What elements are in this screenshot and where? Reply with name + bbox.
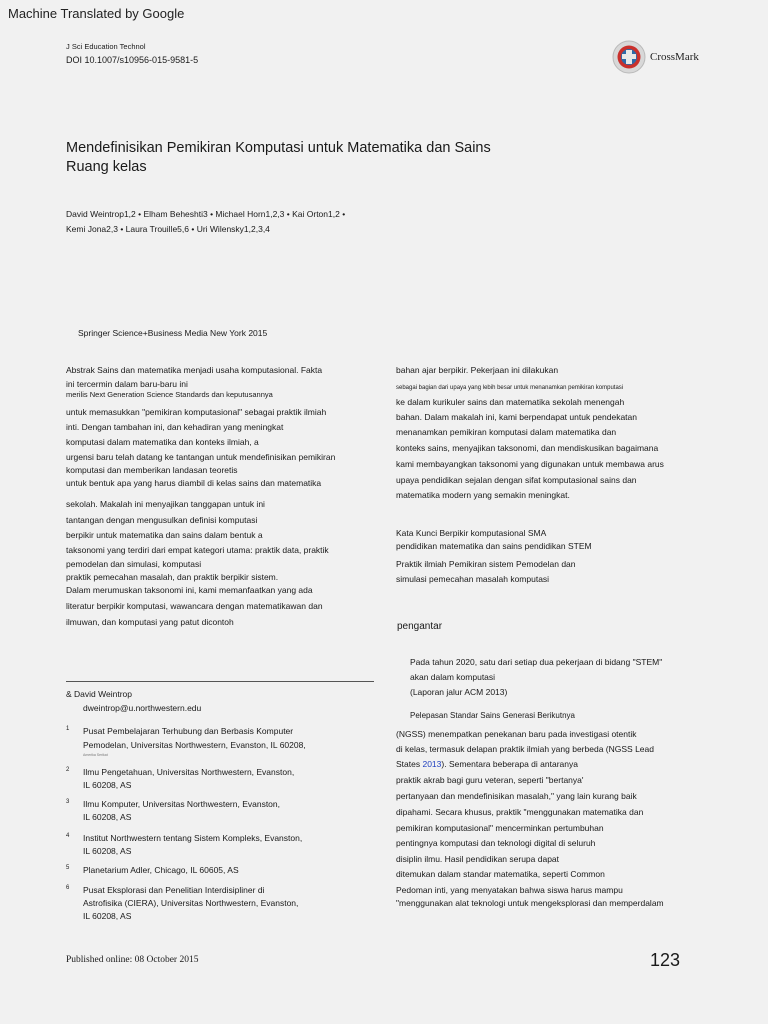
- abstract-line: inti. Dengan tambahan ini, dan kehadiran yang meningkat: [66, 422, 284, 432]
- affiliation-line: Planetarium Adler, Chicago, IL 60605, AS: [83, 865, 239, 875]
- citation-link-2013[interactable]: 2013: [422, 759, 442, 769]
- affiliation-note: Amerika Serikat: [83, 753, 108, 757]
- abstract-line: bahan. Dalam makalah ini, kami berpendapat untuk pendekatan: [396, 412, 637, 422]
- abstract-line: Dalam merumuskan taksonomi ini, kami memanfaatkan yang ada: [66, 585, 313, 595]
- abstract-line: komputasi dalam matematika dan konteks ilmiah, a: [66, 437, 259, 447]
- quote-line: akan dalam komputasi: [410, 672, 496, 682]
- affiliation-line: IL 60208, AS: [83, 846, 132, 856]
- title-line: Mendefinisikan Pemikiran Komputasi untuk Matematika dan Sains: [66, 140, 491, 156]
- paper-title: [66, 139, 546, 177]
- contact-email[interactable]: dweintrop@u.northwestern.edu: [83, 703, 202, 713]
- affiliation-line: Astrofisika (CIERA), Universitas Northwestern, Evanston,: [83, 898, 299, 908]
- abstract-line: matematika modern yang semakin meningkat.: [396, 490, 570, 500]
- abstract-line: merilis Next Generation Science Standards dan keputusannya: [66, 390, 273, 399]
- abstract-line: urgensi baru telah datang ke tantangan untuk mendefinisikan pemikiran: [66, 452, 336, 462]
- introduction-body: [396, 729, 664, 913]
- body-line: di kelas, termasuk delapan praktik ilmiah yang berbeda (NGSS Lead: [396, 744, 654, 754]
- affiliation-line: Ilmu Komputer, Universitas Northwestern, Evanston,: [83, 799, 280, 809]
- crossmark-badge[interactable]: [612, 40, 699, 74]
- crossmark-icon: [612, 40, 646, 74]
- title-line: Ruang kelas: [66, 159, 147, 175]
- body-line: (NGSS) menempatkan penekanan baru pada investigasi otentik: [396, 729, 637, 739]
- body-line: ditemukan dalam standar matematika, seperti Common: [396, 869, 605, 879]
- abstract-line: kami membayangkan taksonomi yang digunakan untuk membawa arus: [396, 459, 664, 469]
- abstract-line: komputasi dan memberikan landasan teoretis: [66, 465, 238, 475]
- page-number: 123: [650, 950, 681, 970]
- footnote-divider: [66, 681, 374, 682]
- abstract-line: untuk memasukkan "pemikiran komputasional" sebagai praktik ilmiah: [66, 407, 327, 417]
- affiliation-number: 6: [66, 885, 70, 891]
- abstract-line: literatur berpikir komputasi, wawancara dengan matematikawan dan: [66, 601, 323, 611]
- affiliation-number: 4: [66, 833, 70, 839]
- body-line: pemikiran komputasional" mencerminkan pertumbuhan: [396, 823, 604, 833]
- affiliations: [66, 726, 306, 921]
- affiliation-line: IL 60208, AS: [83, 911, 132, 921]
- quote-line: Pada tahun 2020, satu dari setiap dua pekerjaan di bidang "STEM": [410, 657, 663, 667]
- abstract-line: untuk bentuk apa yang harus diambil di kelas sains dan matematika: [66, 478, 322, 488]
- keywords-line: pendidikan matematika dan sains pendidikan STEM: [396, 541, 592, 551]
- abstract-line: menanamkan pemikiran komputasi dalam matematika dan: [396, 427, 617, 437]
- body-line: "menggunakan alat teknologi untuk mengeksplorasi dan memperdalam: [396, 898, 664, 908]
- abstract-continued: [396, 365, 664, 505]
- crossmark-label: CrossMark: [650, 51, 699, 63]
- affiliation-item: [66, 799, 306, 833]
- body-line: pentingnya komputasi dan teknologi digital di seluruh: [396, 838, 596, 848]
- affiliation-item: [66, 726, 306, 767]
- affiliation-item: [66, 865, 306, 885]
- body-line: pertanyaan dan mendefinisikan masalah," yang lain kurang baik: [396, 791, 637, 801]
- abstract-line: ke dalam kurikuler sains dan matematika sekolah menengah: [396, 397, 625, 407]
- abstract-line: sebagai bagian dari upaya yang lebih besar untuk menanamkan pemikiran komputasi: [396, 385, 624, 391]
- affiliation-number: 3: [66, 799, 70, 805]
- body-line: Pedoman inti, yang menyatakan bahwa siswa harus mampu: [396, 885, 623, 895]
- keywords-block: [396, 528, 592, 589]
- abstract-line: bahan ajar berpikir. Pekerjaan ini dilakukan: [396, 365, 559, 375]
- journal-name: J Sci Education Technol: [66, 42, 146, 51]
- abstract-line: praktik pemecahan masalah, dan praktik berpikir sistem.: [66, 572, 279, 582]
- affiliation-line: Pusat Eksplorasi dan Penelitian Interdisipliner di: [83, 885, 265, 895]
- ngss-heading: Pelepasan Standar Sains Generasi Berikutnya: [410, 711, 575, 720]
- contact-name: & David Weintrop: [66, 689, 132, 699]
- keywords-line: Kata Kunci Berpikir komputasional SMA: [396, 528, 547, 538]
- affiliation-item: [66, 833, 306, 865]
- corresponding-author: [66, 689, 201, 713]
- abstract-line: konteks sains, menyajikan taksonomi, dan mendiskusikan bagaimana: [396, 443, 659, 453]
- body-text: States: [396, 759, 423, 769]
- doi: DOI 10.1007/s10956-015-9581-5: [66, 55, 199, 65]
- body-line: praktik akrab bagi guru veteran, seperti "bertanya': [396, 775, 584, 785]
- abstract-line: Abstrak Sains dan matematika menjadi usaha komputasional. Fakta: [66, 365, 323, 375]
- epigraph-quote: [410, 657, 662, 702]
- body-text: ). Sementara beberapa di antaranya: [441, 759, 578, 769]
- affiliation-line: Institut Northwestern tentang Sistem Kompleks, Evanston,: [83, 833, 303, 843]
- affiliation-item: [66, 767, 306, 799]
- affiliation-number: 2: [66, 767, 70, 773]
- machine-translated-banner: Machine Translated by Google: [8, 6, 185, 21]
- abstract-column: [66, 365, 335, 631]
- affiliation-number: 5: [66, 865, 70, 871]
- body-line: disiplin ilmu. Hasil pendidikan serupa dapat: [396, 854, 560, 864]
- abstract-line: ini tercermin dalam baru-baru ini: [66, 379, 188, 389]
- affiliation-line: IL 60208, AS: [83, 812, 132, 822]
- affiliation-line: Ilmu Pengetahuan, Universitas Northwestern, Evanston,: [83, 767, 295, 777]
- keywords-line: simulasi pemecahan masalah komputasi: [396, 574, 550, 584]
- abstract-line: upaya pendidikan sejalan dengan sifat komputasional sains dan: [396, 475, 637, 485]
- authors-line: David Weintrop1,2 • Elham Beheshti3 • Michael Horn1,2,3 • Kai Orton1,2 •: [66, 209, 346, 219]
- affiliation-line: IL 60208, AS: [83, 780, 132, 790]
- keywords-line: Praktik ilmiah Pemikiran sistem Pemodelan dan: [396, 559, 576, 569]
- affiliation-line: Pusat Pembelajaran Terhubung dan Berbasis Komputer: [83, 726, 294, 736]
- body-line: [396, 759, 664, 775]
- author-list: [66, 207, 406, 236]
- abstract-line: sekolah. Makalah ini menyajikan tanggapan untuk ini: [66, 499, 265, 509]
- abstract-line: pemodelan dan simulasi, komputasi: [66, 559, 202, 569]
- affiliation-line: Pemodelan, Universitas Northwestern, Evanston, IL 60208,: [83, 740, 306, 750]
- abstract-line: taksonomi yang terdiri dari empat kategori utama: praktik data, praktik: [66, 545, 329, 555]
- quote-line: (Laporan jalur ACM 2013): [410, 687, 508, 697]
- abstract-line: berpikir untuk matematika dan sains dalam bentuk a: [66, 530, 263, 540]
- publication-date: Published online: 08 October 2015: [66, 955, 199, 965]
- authors-line: Kemi Jona2,3 • Laura Trouille5,6 • Uri Wilensky1,2,3,4: [66, 223, 270, 234]
- abstract-line: ilmuwan, dan komputasi yang patut dicontoh: [66, 617, 234, 627]
- affiliation-number: 1: [66, 726, 70, 732]
- affiliation-item: [66, 885, 306, 921]
- section-heading: pengantar: [397, 621, 443, 632]
- publisher-notice: Springer Science+Business Media New York 2015: [78, 328, 268, 338]
- body-line: dipahami. Secara khusus, praktik "menggunakan matematika dan: [396, 807, 644, 817]
- abstract-line: tantangan dengan mengusulkan definisi komputasi: [66, 515, 258, 525]
